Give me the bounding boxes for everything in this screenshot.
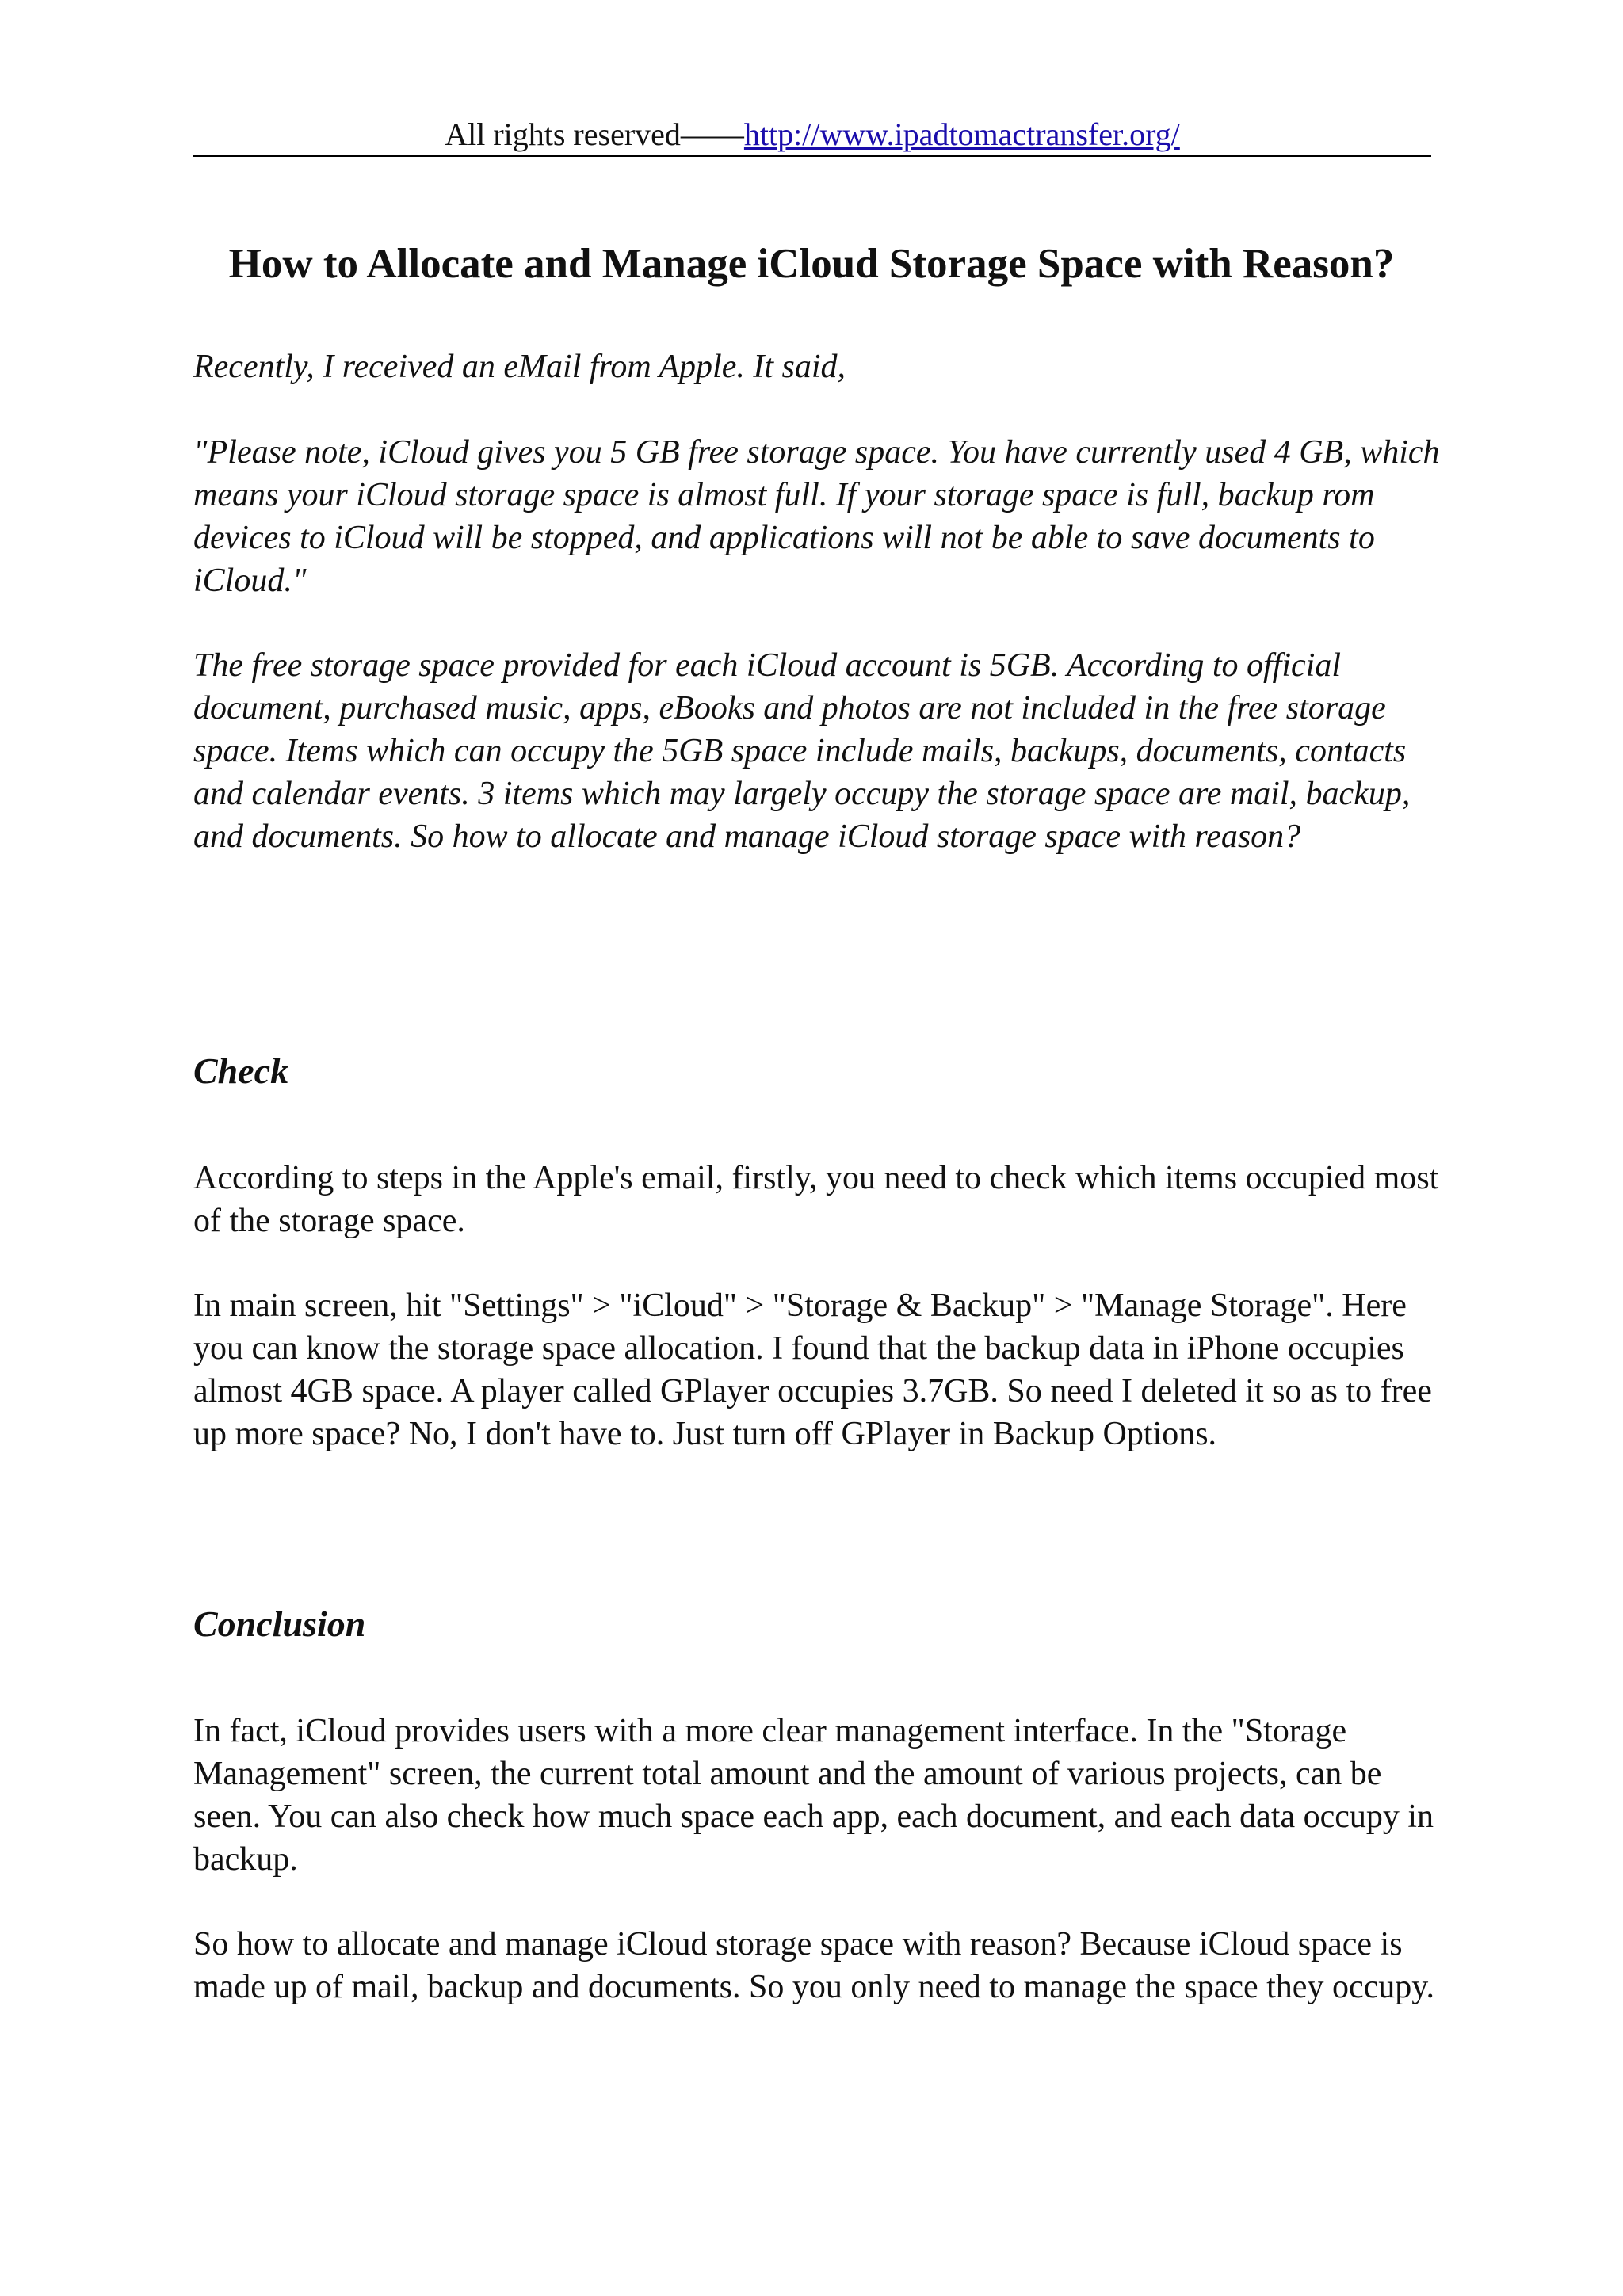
check-paragraph-2: In main screen, hit "Settings" > "iCloud" > "Storage & Backup" > "Manage Storage". Here you can know the storage space allocation. I found that the backup data in iPhone occupies almost 4GB space. A player called GPlayer occupies 3.7GB. So need I deleted it so as to free up more space? No, I don't have to. Just turn off GPlayer in Backup Options. — [193, 1287, 1432, 1452]
conclusion-paragraph-1: In fact, iCloud provides users with a more clear management interface. In the "Storage Management" screen, the current total amount and the amount of various projects, can be seen. You can also check how much space each app, each document, and each data occupy in backup. — [193, 1713, 1434, 1878]
website-link[interactable]: http://www.ipadtomactransfer.org/ — [743, 116, 1180, 152]
check-paragraph-1: According to steps in the Apple's email, firstly, you need to check which items occupied most of the storage space. — [193, 1160, 1439, 1239]
conclusion-heading: Conclusion — [193, 1604, 366, 1644]
storage-info-paragraph: The free storage space provided for each iCloud account is 5GB. According to official document, purchased music, apps, eBooks and photos are not included in the free storage space. Items which can occupy the 5GB space include mails, backups, documents, contacts and calendar events. 3 items which may largely occupy the storage space are mail, backup, and documents. So how to allocate and manage iCloud storage space with reason? — [193, 647, 1411, 855]
conclusion-paragraph-2: So how to allocate and manage iCloud storage space with reason? Because iCloud space is made up of mail, backup and documents. So you only need to manage the space they occupy. — [193, 1926, 1434, 2005]
quoted-email-paragraph: "Please note, iCloud gives you 5 GB free storage space. You have currently used 4 GB, which means your iCloud storage space is almost full. If your storage space is full, backup rom devices to iCloud will be stopped, and applications will not be able to save documents to iCloud." — [193, 434, 1440, 599]
check-heading: Check — [193, 1051, 289, 1091]
copyright-text: All rights reserved—— — [445, 116, 744, 152]
intro-paragraph: Recently, I received an eMail from Apple. It said, — [193, 349, 846, 385]
page-header — [193, 114, 1431, 157]
page-title: How to Allocate and Manage iCloud Storage Space with Reason? — [228, 241, 1395, 287]
